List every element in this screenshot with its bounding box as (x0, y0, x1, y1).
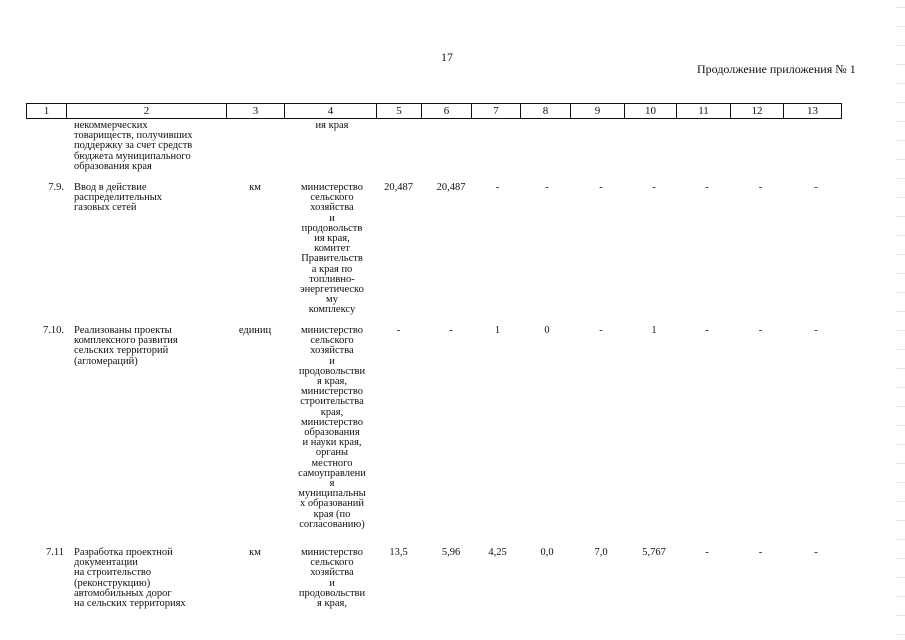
row-value: 0,0 (540, 547, 554, 558)
row-value: - (814, 547, 818, 558)
row-value: 1 (494, 325, 501, 336)
row-value: - (814, 325, 818, 336)
column-header: 2 (67, 104, 227, 119)
row-value: 7,0 (594, 547, 608, 558)
carry-org: ия края (315, 120, 349, 131)
row-value: 20,487 (436, 182, 466, 193)
row-value: - (705, 325, 709, 336)
row-value: - (758, 325, 763, 336)
column-header-row (26, 103, 842, 119)
column-header: 6 (422, 104, 472, 119)
row-value: 1 (651, 325, 657, 336)
column-header: 7 (472, 104, 521, 119)
row-value: - (599, 182, 603, 193)
carry-name: некоммерческих товариществ, получивших поддержку за счет средств бюджета муниципального образования края (74, 120, 193, 172)
column-header: 10 (625, 104, 677, 119)
column-header: 4 (285, 104, 377, 119)
row-org: министерство сельского хозяйства и продовольств ия края, комитет Правительств а края по топливно- энергетическо му комплексу (300, 182, 364, 316)
row-org: министерство сельского хозяйства и продовольстви я края, (298, 547, 366, 610)
row-name: Реализованы проекты комплексного развития сельских территорий (агломераций) (74, 325, 178, 367)
column-header: 13 (784, 104, 842, 119)
row-value: 20,487 (384, 182, 413, 193)
row-value: 0 (544, 325, 550, 336)
page-number: 17 (441, 50, 453, 64)
row-unit: единиц (238, 325, 272, 336)
row-name: Ввод в действие распределительных газовых сетей (74, 182, 163, 214)
column-header: 5 (377, 104, 422, 119)
row-number: 7.9. (48, 182, 64, 193)
row-unit: км (249, 182, 261, 193)
row-value: - (705, 182, 709, 193)
row-value: - (814, 182, 818, 193)
row-value: - (758, 547, 763, 558)
row-value: 5,96 (441, 547, 461, 558)
column-header: 1 (27, 104, 67, 119)
column-header: 9 (571, 104, 625, 119)
row-value: - (396, 325, 401, 336)
column-header: 12 (731, 104, 784, 119)
row-value: - (545, 182, 549, 193)
row-value: - (599, 325, 603, 336)
row-value: 13,5 (389, 547, 408, 558)
row-value: - (758, 182, 763, 193)
row-value: - (652, 182, 656, 193)
row-value: - (495, 182, 500, 193)
row-name: Разработка проектной документации на строительство (реконструкцию) автомобильных дорог на сельских территориях (74, 547, 186, 610)
column-header: 11 (677, 104, 731, 119)
row-value: 5,767 (642, 547, 666, 558)
row-number: 7.11 (46, 547, 64, 558)
continuation-label: Продолжение приложения № 1 (697, 62, 856, 76)
column-header: 3 (227, 104, 285, 119)
row-unit: км (249, 547, 261, 558)
row-value: 4,25 (488, 547, 507, 558)
row-number: 7.10. (43, 325, 64, 336)
column-header: 8 (521, 104, 571, 119)
scan-edge-artifact (896, 0, 905, 640)
row-value: - (705, 547, 709, 558)
row-org: министерство сельского хозяйства и продовольстви я края, министерство строительства края, министерство образования и науки края, органы местного самоуправлени я муниципальны х образований края (по согласованию) (298, 325, 366, 530)
row-value: - (449, 325, 453, 336)
